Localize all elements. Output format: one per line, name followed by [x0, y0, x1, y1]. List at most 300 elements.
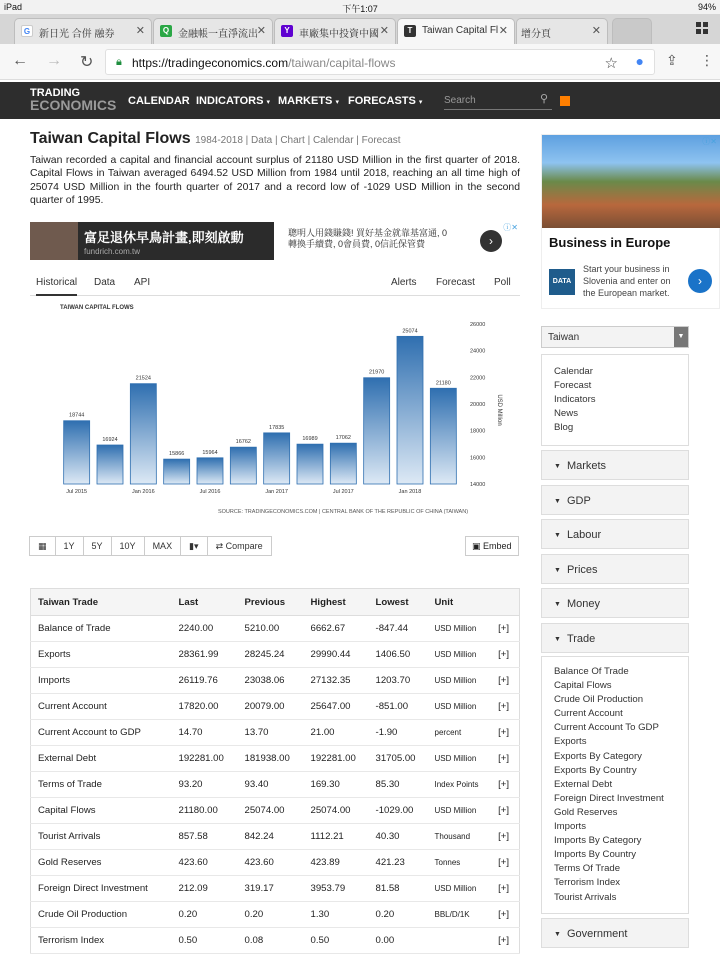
- indicator-name-link[interactable]: Terrorism Index: [31, 928, 172, 954]
- table-cell: 0.00: [369, 928, 428, 954]
- chart-bar[interactable]: [397, 336, 423, 484]
- page-heading: [30, 130, 520, 148]
- section-labour[interactable]: [541, 519, 689, 549]
- sidebar-link[interactable]: Forecast: [554, 380, 592, 391]
- trade-link[interactable]: Tourist Arrivals: [554, 891, 617, 903]
- nav-calendar[interactable]: CALENDAR: [128, 95, 190, 107]
- ad-city-image: [542, 135, 720, 228]
- chart-type-button[interactable]: [180, 536, 207, 556]
- table-cell: 29990.44: [304, 642, 369, 668]
- table-cell: 0.20: [369, 902, 428, 928]
- bar-value-label: 15866: [169, 451, 185, 458]
- sidebar-link[interactable]: Indicators: [554, 394, 596, 405]
- tab-title: 金融帳一直淨流出: [178, 29, 258, 40]
- caret-down-icon: ▼: [554, 635, 561, 643]
- ad-text-line: 聰明人用錢賺錢! 買好基金就靠基富通, 0: [288, 228, 448, 238]
- close-icon[interactable]: ✕: [379, 25, 389, 37]
- chart-bar[interactable]: [364, 378, 390, 484]
- table-cell: 169.30: [304, 772, 369, 798]
- chart-source: SOURCE: TRADINGECONOMICS.COM | CENTRAL BANK OF THE REPUBLIC OF CHINA (TAIWAN): [217, 509, 469, 515]
- expand-row-button[interactable]: [+]: [488, 746, 520, 772]
- expand-row-button[interactable]: [+]: [488, 642, 520, 668]
- table-cell: USD Million: [428, 616, 488, 642]
- shuffle-icon: ⇄: [215, 541, 224, 551]
- table-row[interactable]: [31, 616, 520, 642]
- table-cell: 0.20: [172, 902, 238, 928]
- tradingeconomics-icon: T: [404, 25, 416, 37]
- status-bar: [0, 0, 720, 14]
- table-row[interactable]: [31, 902, 520, 928]
- table-header: Unit: [428, 589, 488, 616]
- trade-link[interactable]: Terms Of Trade: [554, 863, 621, 875]
- chart-y-label: USD Million: [496, 394, 502, 426]
- trade-link[interactable]: Current Account To GDP: [554, 722, 659, 734]
- indicator-name-link[interactable]: Terms of Trade: [31, 772, 172, 798]
- table-cell: 3953.79: [304, 876, 369, 902]
- trade-link[interactable]: Crude Oil Production: [554, 694, 644, 706]
- chart-bar[interactable]: [297, 444, 323, 484]
- table-row[interactable]: [31, 642, 520, 668]
- table-cell: 0.50: [172, 928, 238, 954]
- table-cell: 20079.00: [238, 694, 304, 720]
- trade-link[interactable]: Current Account: [554, 708, 623, 720]
- table-row[interactable]: [31, 668, 520, 694]
- x-tick-label: Jul 2017: [332, 489, 354, 495]
- table-cell: USD Million: [428, 798, 488, 824]
- chart-bars: [64, 328, 457, 484]
- expand-row-button[interactable]: [+]: [488, 772, 520, 798]
- chart-bar[interactable]: [130, 384, 156, 484]
- bar-value-label: 21524: [135, 375, 151, 382]
- country-select[interactable]: [541, 326, 689, 348]
- y-tick-label: 24000: [470, 348, 486, 355]
- chart-bar[interactable]: [97, 445, 123, 484]
- indicator-name-link[interactable]: External Debt: [31, 746, 172, 772]
- table-cell: 81.58: [369, 876, 428, 902]
- y-tick-label: 22000: [470, 375, 486, 382]
- y-tick-label: 20000: [470, 402, 486, 408]
- table-cell: Thousand: [428, 824, 488, 850]
- bar-value-label: 15964: [202, 449, 218, 456]
- browser-tab-active[interactable]: [397, 18, 515, 44]
- nav-label: INDICATORS: [196, 95, 264, 107]
- tab-alerts[interactable]: Alerts: [391, 277, 417, 288]
- new-tab-button[interactable]: [612, 18, 652, 44]
- table-cell: 0.20: [238, 902, 304, 928]
- caret-down-icon: ▼: [674, 327, 688, 347]
- url-field[interactable]: [105, 49, 655, 75]
- x-tick-label: Jul 2015: [66, 489, 88, 495]
- related-indicators-table: [30, 588, 520, 954]
- table-cell: -1.90: [369, 720, 428, 746]
- close-icon[interactable]: ✕: [498, 25, 508, 37]
- y-tick-label: 26000: [470, 322, 486, 328]
- close-icon[interactable]: ✕: [256, 25, 266, 37]
- sidebar-ad-logo: DATA: [549, 269, 575, 295]
- trade-link[interactable]: Imports: [554, 821, 586, 833]
- trade-link[interactable]: Gold Reserves: [554, 806, 618, 818]
- bar-value-label: 16924: [102, 437, 118, 444]
- table-cell: 192281.00: [172, 746, 238, 772]
- country-selected: Taiwan: [548, 332, 580, 343]
- range-1y-button[interactable]: 1Y: [55, 536, 84, 556]
- more-menu-icon[interactable]: ⋮: [700, 52, 714, 68]
- tab-historical[interactable]: Historical: [36, 277, 77, 296]
- country-links: [541, 354, 689, 446]
- ad-text-line: 轉換手續費, 0會員費, 0信託保管費: [288, 239, 426, 249]
- indicator-name-link[interactable]: Gold Reserves: [31, 850, 172, 876]
- page-title: Taiwan Capital Flows: [30, 130, 191, 147]
- table-row[interactable]: [31, 772, 520, 798]
- table-cell: 1203.70: [369, 668, 428, 694]
- trade-link[interactable]: Balance Of Trade: [554, 666, 629, 677]
- chart-bar[interactable]: [197, 458, 223, 484]
- nav-label: FORECASTS: [348, 95, 416, 107]
- trade-link[interactable]: Imports By Country: [554, 849, 637, 861]
- trade-link[interactable]: Foreign Direct Investment: [554, 792, 664, 804]
- y-tick-label: 18000: [470, 428, 486, 435]
- indicator-name-link[interactable]: Imports: [31, 668, 172, 694]
- table-cell: 857.58: [172, 824, 238, 850]
- expand-row-button[interactable]: [+]: [488, 824, 520, 850]
- search-placeholder: Search: [444, 95, 476, 106]
- embed-button[interactable]: [465, 536, 519, 556]
- table-cell: USD Million: [428, 876, 488, 902]
- indicator-name-link[interactable]: Capital Flows: [31, 798, 172, 824]
- site-icon: Q: [160, 25, 172, 37]
- table-cell: 28245.24: [238, 642, 304, 668]
- tab-title: 增分頁: [521, 29, 551, 40]
- site-navbar: [0, 82, 720, 119]
- chart-bar[interactable]: [330, 443, 356, 484]
- expand-row-button[interactable]: [+]: [488, 928, 520, 954]
- search-input[interactable]: [444, 92, 552, 110]
- trade-link[interactable]: Exports By Country: [554, 764, 637, 776]
- trade-link[interactable]: External Debt: [554, 778, 613, 790]
- tab-grid-icon[interactable]: [696, 22, 708, 34]
- table-cell: USD Million: [428, 668, 488, 694]
- bar-value-label: 17062: [335, 435, 351, 442]
- table-cell: 1406.50: [369, 642, 428, 668]
- logo-line2: ECONOMICS: [30, 97, 117, 113]
- table-cell: 85.30: [369, 772, 428, 798]
- caret-down-icon: ▾: [266, 99, 271, 106]
- page-description: Taiwan recorded a capital and financial account surplus of 21180 USD Million in the first quarter of 2018. Capital Flows in Taiwan averaged 6494.52 USD Million from 1984 until 2018, reaching an all time high of 25074 USD Million in the fourth quarter of 2017 and a record low of -1029 USD Million in the second quarter of 1995.: [30, 155, 520, 207]
- section-money[interactable]: [541, 588, 689, 618]
- chart-title: TAIWAN CAPITAL FLOWS: [60, 305, 134, 311]
- table-cell: 1112.21: [304, 824, 369, 850]
- indicator-name-link[interactable]: Foreign Direct Investment: [31, 876, 172, 902]
- chart-bar[interactable]: [430, 388, 456, 484]
- table-cell: 423.60: [238, 850, 304, 876]
- tab-title: 新日光 合併 融券: [39, 29, 115, 40]
- tab-title: Taiwan Capital Fl: [422, 25, 499, 36]
- table-cell: USD Million: [428, 642, 488, 668]
- table-cell: 0.08: [238, 928, 304, 954]
- sidebar-ad-title: Business in Europe: [549, 235, 671, 250]
- table-cell: 421.23: [369, 850, 428, 876]
- table-row[interactable]: [31, 720, 520, 746]
- range-5y-button[interactable]: 5Y: [83, 536, 112, 556]
- table-cell: 14.70: [172, 720, 238, 746]
- table-cell: 6662.67: [304, 616, 369, 642]
- table-cell: 27132.35: [304, 668, 369, 694]
- table-cell: percent: [428, 720, 488, 746]
- section-government[interactable]: [541, 918, 689, 948]
- chart-bar[interactable]: [230, 447, 256, 484]
- table-cell: Index Points: [428, 772, 488, 798]
- chart-controls: [30, 536, 272, 556]
- browser-tab[interactable]: [274, 18, 396, 44]
- expand-row-button[interactable]: [+]: [488, 694, 520, 720]
- chart-y-axis: [470, 322, 485, 488]
- device-label: iPad: [4, 2, 23, 12]
- ad-left-panel[interactable]: [30, 222, 274, 260]
- table-cell: -1029.00: [369, 798, 428, 824]
- caret-down-icon: ▾: [418, 99, 423, 106]
- browser-tab-bar: [0, 14, 720, 44]
- section-trade[interactable]: [541, 623, 689, 653]
- table-cell: 319.17: [238, 876, 304, 902]
- search-icon[interactable]: ⚲: [539, 93, 548, 105]
- bookmark-star-icon[interactable]: ☆: [604, 55, 618, 72]
- table-cell: 25074.00: [304, 798, 369, 824]
- section-label: Labour: [566, 529, 602, 541]
- bar-chart-icon: ▮▾: [189, 541, 199, 551]
- table-cell: 31705.00: [369, 746, 428, 772]
- table-cell: 93.20: [172, 772, 238, 798]
- table-cell: 842.24: [238, 824, 304, 850]
- table-cell: USD Million: [428, 694, 488, 720]
- table-cell: [428, 928, 488, 954]
- clock: 下午1:07: [342, 4, 378, 14]
- chevron-right-icon[interactable]: ›: [688, 269, 712, 293]
- expand-row-button[interactable]: [+]: [488, 850, 520, 876]
- battery-level: 94%: [697, 2, 716, 12]
- table-cell: 21.00: [304, 720, 369, 746]
- table-row[interactable]: [31, 824, 520, 850]
- lock-icon: 🔒︎: [116, 56, 122, 68]
- expand-row-button[interactable]: [+]: [488, 902, 520, 928]
- adchoices-icon[interactable]: ⓘ✕: [503, 223, 518, 232]
- bar-value-label: 17835: [269, 424, 285, 431]
- expand-row-button[interactable]: [+]: [488, 798, 520, 824]
- table-cell: 212.09: [172, 876, 238, 902]
- microphone-icon[interactable]: ●: [635, 53, 644, 69]
- calendar-icon[interactable]: ▦: [29, 536, 56, 556]
- image-icon: ▣: [472, 541, 481, 551]
- caret-down-icon: ▼: [554, 497, 561, 505]
- bar-value-label: 25074: [402, 328, 418, 335]
- caret-down-icon: ▾: [335, 99, 339, 106]
- indicator-name-link[interactable]: Exports: [31, 642, 172, 668]
- table-header-row: [31, 589, 520, 616]
- nav-forecasts[interactable]: [348, 95, 422, 107]
- trade-link[interactable]: Terrorism Index: [554, 877, 621, 889]
- table-cell: 423.89: [304, 850, 369, 876]
- reload-icon[interactable]: ↻: [80, 54, 94, 71]
- tab-poll[interactable]: Poll: [494, 277, 511, 288]
- tab-title: 車廠集中投資中國: [299, 29, 379, 40]
- table-cell: 40.30: [369, 824, 428, 850]
- sidebar-link[interactable]: Blog: [554, 422, 574, 433]
- section-label: Prices: [566, 563, 598, 576]
- section-label: Trade: [566, 632, 596, 645]
- x-tick-label: Jan 2016: [132, 489, 155, 495]
- chevron-right-icon[interactable]: ›: [480, 230, 502, 252]
- bar-value-label: 16989: [302, 436, 318, 443]
- caret-down-icon: ▼: [554, 566, 561, 574]
- nav-markets[interactable]: [278, 95, 339, 107]
- table-cell: 93.40: [238, 772, 304, 798]
- sidebar-link[interactable]: News: [554, 408, 578, 419]
- ad-text: [288, 228, 447, 250]
- indicator-name-link[interactable]: Current Account: [31, 694, 172, 720]
- table-cell: 26119.76: [172, 668, 238, 694]
- back-arrow-icon[interactable]: ←: [12, 52, 28, 69]
- url-host: https://tradingeconomics.com: [132, 56, 289, 70]
- browser-tab[interactable]: [516, 18, 608, 44]
- table-header-blank: [488, 589, 520, 616]
- section-label: Money: [566, 598, 600, 610]
- nav-indicators[interactable]: [196, 95, 270, 107]
- page-subtitle-links[interactable]: 1984-2018 | Data | Chart | Calendar | Forecast: [195, 135, 401, 146]
- table-cell: 13.70: [238, 720, 304, 746]
- table-cell: 5210.00: [238, 616, 304, 642]
- table-header: Lowest: [369, 589, 428, 616]
- section-gdp[interactable]: [541, 485, 689, 515]
- table-cell: 423.60: [172, 850, 238, 876]
- main-content: [30, 130, 520, 946]
- ad-headline: 富足退休早鳥計畫,即刻啟動: [84, 230, 244, 245]
- chart-x-axis: [66, 489, 421, 495]
- apps-grid-icon[interactable]: [560, 96, 570, 106]
- section-label: Government: [566, 928, 628, 940]
- tab-api[interactable]: API: [134, 277, 151, 288]
- x-tick-label: Jan 2018: [398, 489, 422, 495]
- expand-row-button[interactable]: [+]: [488, 720, 520, 746]
- trade-link[interactable]: Exports By Category: [554, 750, 642, 762]
- caret-down-icon: ▼: [554, 601, 561, 608]
- close-icon[interactable]: ✕: [591, 25, 601, 37]
- table-header: Previous: [238, 589, 304, 616]
- banner-ad[interactable]: [30, 222, 520, 260]
- ad-person-image: [30, 222, 78, 260]
- expand-row-button[interactable]: [+]: [488, 616, 520, 642]
- google-icon: G: [21, 25, 33, 37]
- site-logo[interactable]: [30, 88, 116, 112]
- expand-row-button[interactable]: [+]: [488, 668, 520, 694]
- share-icon[interactable]: ⇪: [666, 52, 678, 68]
- table-cell: BBL/D/1K: [428, 902, 488, 928]
- indicator-name-link[interactable]: Balance of Trade: [31, 616, 172, 642]
- table-cell: Tonnes: [428, 850, 488, 876]
- table-cell: 28361.99: [172, 642, 238, 668]
- trade-link[interactable]: Capital Flows: [554, 680, 612, 692]
- range-max-button[interactable]: MAX: [144, 536, 182, 556]
- chart-tabs: [30, 270, 520, 296]
- chart-bar[interactable]: [264, 433, 290, 484]
- table-cell: 25647.00: [304, 694, 369, 720]
- bar-value-label: 21970: [369, 369, 385, 376]
- embed-label: Embed: [483, 541, 512, 551]
- adchoices-icon[interactable]: ⓘ✕: [702, 137, 717, 146]
- indicator-name-link[interactable]: Crude Oil Production: [31, 902, 172, 928]
- table-cell: 23038.06: [238, 668, 304, 694]
- table-cell: -851.00: [369, 694, 428, 720]
- forward-arrow-icon[interactable]: →: [46, 52, 62, 69]
- table-cell: USD Million: [428, 746, 488, 772]
- table-row[interactable]: [31, 928, 520, 954]
- compare-button[interactable]: [207, 536, 272, 556]
- table-cell: 25074.00: [238, 798, 304, 824]
- sidebar-ad-text: Start your business in Slovenia and enter on the European market.: [583, 264, 671, 298]
- caret-down-icon: ▼: [554, 931, 561, 938]
- table-header: Highest: [304, 589, 369, 616]
- tab-data[interactable]: Data: [94, 277, 116, 288]
- table-row[interactable]: [31, 694, 520, 720]
- table-cell: 21180.00: [172, 798, 238, 824]
- trade-link[interactable]: Exports: [554, 736, 587, 748]
- table-header: Taiwan Trade: [31, 589, 172, 616]
- address-bar: [0, 44, 720, 80]
- section-label: Markets: [566, 460, 607, 472]
- table-cell: 2240.00: [172, 616, 238, 642]
- table-cell: 181938.00: [238, 746, 304, 772]
- trade-links: [541, 656, 689, 914]
- table-cell: 192281.00: [304, 746, 369, 772]
- logo-line1: TRADING: [30, 87, 81, 99]
- chart-bar[interactable]: [64, 421, 90, 484]
- section-label: GDP: [566, 494, 591, 507]
- chart-bar[interactable]: [164, 459, 190, 484]
- indicator-name-link[interactable]: Current Account to GDP: [31, 720, 172, 746]
- x-tick-label: Jul 2016: [199, 489, 221, 495]
- caret-down-icon: ▼: [554, 532, 561, 539]
- bar-value-label: 16762: [235, 439, 251, 446]
- compare-label: Compare: [225, 541, 263, 551]
- sidebar-link[interactable]: Calendar: [554, 366, 593, 377]
- table-row[interactable]: [31, 876, 520, 902]
- table-row[interactable]: [31, 746, 520, 772]
- browser-tab[interactable]: [14, 18, 152, 44]
- section-markets[interactable]: [541, 450, 689, 480]
- close-icon[interactable]: ✕: [135, 25, 145, 37]
- table-cell: 17820.00: [172, 694, 238, 720]
- nav-label: MARKETS: [278, 95, 333, 107]
- y-tick-label: 14000: [470, 482, 486, 488]
- sidebar-ad[interactable]: [541, 134, 720, 309]
- indicator-name-link[interactable]: Tourist Arrivals: [31, 824, 172, 850]
- bar-value-label: 21180: [435, 380, 451, 387]
- url-path: /taiwan/capital-flows: [288, 56, 396, 70]
- section-prices[interactable]: [541, 554, 689, 584]
- yahoo-icon: Y: [281, 25, 293, 37]
- browser-tab[interactable]: [153, 18, 273, 44]
- tab-forecast[interactable]: Forecast: [436, 277, 475, 288]
- range-10y-button[interactable]: 10Y: [111, 536, 145, 556]
- table-header: Last: [172, 589, 238, 616]
- table-row[interactable]: [31, 850, 520, 876]
- table-row[interactable]: [31, 798, 520, 824]
- bar-value-label: 18744: [69, 412, 85, 419]
- trade-link[interactable]: Imports By Category: [554, 835, 642, 847]
- table-cell: 1.30: [304, 902, 369, 928]
- expand-row-button[interactable]: [+]: [488, 876, 520, 902]
- x-tick-label: Jan 2017: [265, 489, 288, 495]
- table-cell: 0.50: [304, 928, 369, 954]
- y-tick-label: 16000: [470, 455, 486, 462]
